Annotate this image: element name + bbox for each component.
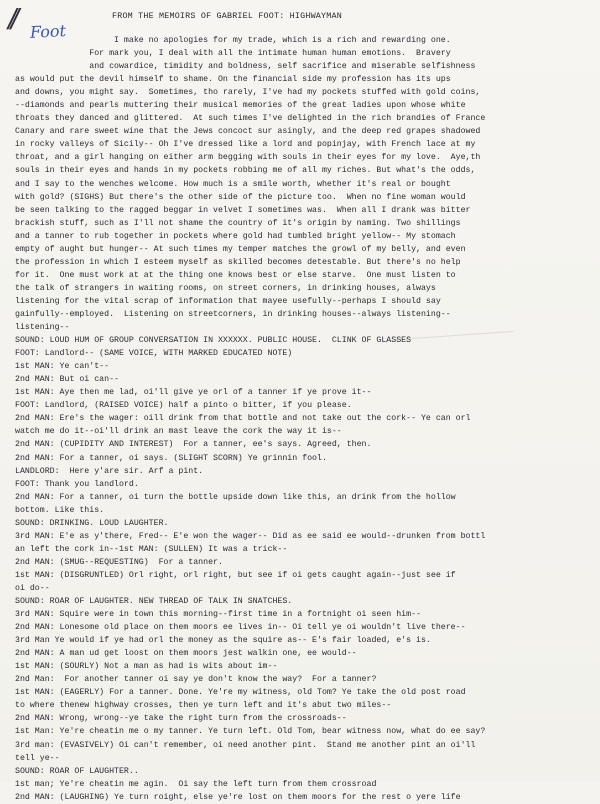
text-line: For mark you, I deal with all the intimate human human emotions. Bravery [15,49,451,59]
text-line: SOUND: ROAR OF LAUGHTER. NEW THREAD OF TALK IN SNATCHES. [15,597,293,607]
text-line: 1st MAN: Ye can't-- [15,362,110,372]
text-line: I make no apologies for my trade, which is a rich and rewarding one. [15,36,451,45]
text-line: 2nd MAN: (LAUGHING) Ye turn roight, else ye're lost on them moors for the rest o yere life [15,792,461,802]
text-line: SOUND: DRINKING. LOUD LAUGHTER. [15,518,169,528]
text-line: and downs, you might say. Sometimes, tho rarely, I've had my pockets stuffed with gold coins, [15,88,481,98]
text-line: FOOT: Landlord-- (SAME VOICE, WITH MARKED EDUCATED NOTE) [15,349,293,359]
text-line: empty of aught but hunger-- At such times my temper matches the growl of my belly, and even [15,244,466,254]
text-line: bottom. Like this. [15,505,105,515]
text-line: 2nd MAN: Wrong, wrong--ye take the right turn from the crossroads-- [15,714,347,724]
script-body [15,34,600,804]
text-line: to where thenew highway crosses, then ye turn left and it's abut two miles-- [15,701,392,711]
text-line: throat, and a girl hanging on either arm begging with souls in their eyes for my love. Aye,th [15,153,481,163]
text-line: FOOT: Thank you landlord. [15,479,139,489]
text-line: 2nd MAN: For a tanner, oi turn the bottle upside down like this, an drink from the hollow [15,492,456,502]
text-line: 1st MAN: (SOURLY) Not a man as had is wits about im-- [15,662,278,672]
text-line: FOOT: Landlord, (RAISED VOICE) half a pinto o bitter, if you please. [15,401,352,411]
text-line: the talk of strangers in waiting rooms, on street corners, in drinking houses, always [15,283,436,293]
document-title: FROM THE MEMOIRS OF GABRIEL FOOT: HIGHWAYMAN [112,11,342,21]
text-line: listening for the vital scrap of information that mayee usefully--perhaps I should say [15,296,441,306]
text-line: souls in their eyes and hands in my pockets robbing me of all my riches. But what's the odds, [15,166,476,176]
text-line: for it. One must work at at the thing one knows best or else starve. One must listen to [15,270,456,280]
text-line: 2nd MAN: Lonesome old place on them moors ee lives in-- Oi tell ye oi wouldn't live there-- [15,623,466,633]
pen-slash-marks: // [5,4,17,34]
text-line: with gold? (SIGHS) But there's the other side of the picture too. When no fine woman would [15,192,466,202]
text-line: 2nd MAN: But oi can-- [15,375,119,385]
text-line: 1st Man: Ye're cheatin me o my tanner. Ye turn left. Old Tom, bear witness now, what do ee say? [15,727,486,737]
text-line: 1st MAN: (DISGRUNTLED) Orl right, orl right, but see if oi gets caught again--just see if [15,570,456,580]
text-line: 1st MAN: (EAGERLY) For a tanner. Done. Ye're my witness, old Tom? Ye take the old post road [15,688,466,698]
text-line: be seen talking to the ragged beggar in velvet I sometimes was. When all I drank was bitter [15,205,471,215]
text-line: oi do-- [15,583,50,593]
text-line: watch me do it--oi'll drink an mast leave the cork the way it is-- [15,427,342,437]
text-line: 2nd MAN: A man ud get loost on them moors jest walkin one, ee would-- [15,649,357,659]
text-line: listening-- [15,323,70,333]
text-line: 2nd MAN: (SMUG--REQUESTING) For a tanner. [15,557,223,567]
text-line: 3rd Man Ye would if ye had orl the money as the squire as-- E's fair loaded, e's is. [15,636,431,646]
text-line: as would put the devil himself to shame. On the financial side my profession has its ups [15,75,451,85]
text-line: Canary and rare sweet wine that the Jews concoct sur asingly, and the deep red grapes shadowed [15,127,481,137]
text-line: brackish stuff, such as I'll not shame the country of it's origin by naming. Two shillings [15,218,461,228]
text-line: in rocky valleys of Sicily-- Oh I've dressed like a lord and popinjay, with French lace at my [15,140,476,150]
text-line: LANDLORD: Here y'are sir. Arf a pint. [15,466,204,476]
handwritten-note: Foot [29,21,67,42]
text-line: 3rd MAN: Squire were in town this morning--first time in a fortnight oi seen him-- [15,610,421,620]
text-line: 2nd MAN: (CUPIDITY AND INTEREST) For a tanner, ee's says. Agreed, then. [15,440,372,450]
text-line: 1st man; Ye're cheatin me agin. Oi say the left turn from them crossroad [15,779,377,789]
text-line: an left the cork in--1st MAN: (SULLEN) It was a trick-- [15,544,288,554]
text-line: the profession in which I esteem myself as skilled becomes detestable. But there's no help [15,257,461,267]
text-line: 2nd MAN: For a tanner, oi says. (SLIGHT SCORN) Ye grinnin fool. [15,453,327,463]
text-line: and I say to the wenches welcome. How much is a smile worth, whether it's real or bought [15,179,451,189]
text-line: 3rd man: (EVASIVELY) Oi can't remember, oi need another pint. Stand me another pint an oi'll [15,740,476,750]
text-line: gainfully--employed. Listening on streetcorners, in drinking houses--always listening-- [15,309,451,319]
text-line: 1st MAN: Aye then me lad, oi'll give ye orl of a tanner if ye prove it-- [15,388,372,398]
text-line: SOUND: ROAR OF LAUGHTER.. [15,766,139,776]
text-line: --diamonds and pearls muttering their musical memories of the great ladies upon whose white [15,101,466,111]
text-line: throats they danced and glittered. At such times I've delighted in the rich brandies of France [15,114,486,124]
text-line: and cowardice, timidity and boldness, self sacrifice and miserable selfishness [15,62,476,72]
text-line: 2nd MAN: Ere's the wager: oill drink from that bottle and not take out the cork-- Ye can orl [15,414,471,424]
text-line: 2nd Man: For another tanner oi say ye don't know the way? For a tanner? [15,675,377,685]
text-line: 3rd MAN: E'e as y'there, Fred-- E'e won the wager-- Did as ee said ee would--drunken from bottl [15,531,486,541]
text-line: tell ye-- [15,753,60,763]
text-line: and a tanner to rub together in pockets where gold had tumbled bright yellow-- My stomach [15,231,456,241]
text-line: SOUND: LOUD HUM OF GROUP CONVERSATION IN XXXXXX. PUBLIC HOUSE. CLINK OF GLASSES [15,336,412,346]
